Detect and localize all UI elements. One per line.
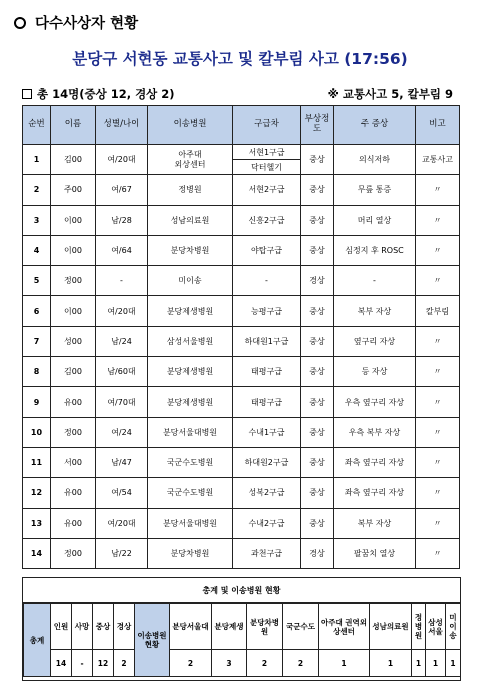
cell-ambulance: 태평구급 xyxy=(233,387,301,417)
cell-ambulance: 수내2구급 xyxy=(233,508,301,538)
col-header-minor: 경상 xyxy=(114,604,135,650)
cell-sex-age: 남/28 xyxy=(96,205,148,235)
cell-note: 교통사고 xyxy=(416,145,460,175)
casualty-summary-text: 총 14명(중상 12, 경상 2) xyxy=(37,87,175,101)
cell-hospital: 정병원 xyxy=(148,175,233,205)
table-row xyxy=(23,387,460,417)
cell-severity: 중상 xyxy=(301,447,334,477)
cell-ambulance: 성복2구급 xyxy=(233,478,301,508)
col-header-serious: 중상 xyxy=(93,604,114,650)
cell-severity: 중상 xyxy=(301,235,334,265)
totals-title: 총계 및 이송병원 현황 xyxy=(23,578,460,603)
section-heading xyxy=(14,12,138,33)
table-row xyxy=(23,235,460,265)
table-row xyxy=(23,205,460,235)
cell-no: 12 xyxy=(23,478,51,508)
cell-hospital: 삼성서울병원 xyxy=(148,326,233,356)
cell-hospital: 분당제생병원 xyxy=(148,387,233,417)
checkbox-square-icon xyxy=(22,89,32,99)
cell-hospital: 분당제생병원 xyxy=(148,357,233,387)
cell-symptom: - xyxy=(334,266,416,296)
cell-symptom: 의식저하 xyxy=(334,145,416,175)
cell-name: 유00 xyxy=(51,508,96,538)
table-row xyxy=(23,145,460,160)
cell-severity: 중상 xyxy=(301,175,334,205)
table-row xyxy=(23,478,460,508)
table-header-row xyxy=(23,106,460,145)
cell-symptom: 무릎 통증 xyxy=(334,175,416,205)
cell-sex-age: 여/20대 xyxy=(96,145,148,175)
cell-severity: 중상 xyxy=(301,357,334,387)
cell-ambulance: - xyxy=(233,266,301,296)
cell-symptom: 우측 복부 자상 xyxy=(334,417,416,447)
col-header-hospital: 미이송 xyxy=(446,604,461,650)
cell-no: 3 xyxy=(23,205,51,235)
col-header-hospital: 아주대 권역외상센터 xyxy=(319,604,370,650)
value-hospital: 1 xyxy=(446,650,461,677)
col-header-note: 비고 xyxy=(416,106,460,145)
cell-hospital: 국군수도병원 xyxy=(148,478,233,508)
cell-sex-age: 남/47 xyxy=(96,447,148,477)
cell-name: 이00 xyxy=(51,205,96,235)
cell-severity: 중상 xyxy=(301,205,334,235)
value-hospital: 1 xyxy=(412,650,426,677)
cell-note: 〃 xyxy=(416,538,460,568)
cell-name: 이00 xyxy=(51,235,96,265)
cell-hospital: 분당서울대병원 xyxy=(148,508,233,538)
circle-bullet-icon xyxy=(14,17,26,29)
cell-note: 〃 xyxy=(416,357,460,387)
section-heading-text: 다수사상자 현황 xyxy=(35,16,139,32)
cell-name: 김00 xyxy=(51,357,96,387)
cell-hospital: 성남의료원 xyxy=(148,205,233,235)
cell-sex-age: 남/22 xyxy=(96,538,148,568)
cell-name: 정00 xyxy=(51,266,96,296)
value-hospital: 1 xyxy=(426,650,446,677)
cell-sex-age: - xyxy=(96,266,148,296)
cell-sex-age: 여/24 xyxy=(96,417,148,447)
cell-symptom: 좌측 옆구리 자상 xyxy=(334,478,416,508)
cell-sex-age: 여/20대 xyxy=(96,296,148,326)
col-header-hospital: 분당서울대 xyxy=(170,604,212,650)
col-header-ambulance: 구급차 xyxy=(233,106,301,145)
cell-name: 주00 xyxy=(51,175,96,205)
cell-name: 유00 xyxy=(51,478,96,508)
cell-severity: 중상 xyxy=(301,478,334,508)
cell-sex-age: 여/70대 xyxy=(96,387,148,417)
cell-severity: 경상 xyxy=(301,538,334,568)
cell-no: 14 xyxy=(23,538,51,568)
cell-note: 〃 xyxy=(416,387,460,417)
cell-note: 〃 xyxy=(416,508,460,538)
cell-severity: 중상 xyxy=(301,417,334,447)
col-header-deaths: 사망 xyxy=(72,604,93,650)
value-people: 14 xyxy=(51,650,72,677)
cell-name: 정00 xyxy=(51,417,96,447)
value-hospital: 2 xyxy=(170,650,212,677)
cell-hospital: 분당제생병원 xyxy=(148,296,233,326)
col-header-hospital: 분당차병원 xyxy=(247,604,283,650)
cell-sex-age: 여/64 xyxy=(96,235,148,265)
cell-ambulance: 하대원2구급 xyxy=(233,447,301,477)
cell-ambulance: 신흥2구급 xyxy=(233,205,301,235)
cell-hospital: 미이송 xyxy=(148,266,233,296)
cell-sex-age: 여/20대 xyxy=(96,508,148,538)
cell-no: 2 xyxy=(23,175,51,205)
cell-symptom: 심정지 후 ROSC xyxy=(334,235,416,265)
table-row xyxy=(23,417,460,447)
cell-note: 〃 xyxy=(416,235,460,265)
col-header-severity: 부상정도 xyxy=(301,106,334,145)
cell-no: 7 xyxy=(23,326,51,356)
cell-symptom: 복부 자상 xyxy=(334,296,416,326)
cell-name: 서00 xyxy=(51,447,96,477)
cell-no: 8 xyxy=(23,357,51,387)
cell-hospital: 분당차병원 xyxy=(148,538,233,568)
cell-note: 〃 xyxy=(416,478,460,508)
cell-symptom: 머리 열상 xyxy=(334,205,416,235)
cell-no: 11 xyxy=(23,447,51,477)
cell-ambulance: 야탑구급 xyxy=(233,235,301,265)
cell-hospital: 아주대 외상센터 xyxy=(148,145,233,175)
cell-severity: 경상 xyxy=(301,266,334,296)
table-row xyxy=(23,326,460,356)
cell-no: 10 xyxy=(23,417,51,447)
cell-note: 칼부림 xyxy=(416,296,460,326)
col-header-hospital: 분당제생 xyxy=(212,604,247,650)
cell-hospital: 국군수도병원 xyxy=(148,447,233,477)
col-header-no: 순번 xyxy=(23,106,51,145)
table-row xyxy=(23,538,460,568)
col-header-hospital: 삼성서울 xyxy=(426,604,446,650)
cell-ambulance: 서현1구급 xyxy=(233,145,301,160)
cell-no: 6 xyxy=(23,296,51,326)
col-header-hospital: 성남의료원 xyxy=(370,604,412,650)
cell-note: 〃 xyxy=(416,266,460,296)
col-header-hospital: 정병원 xyxy=(412,604,426,650)
value-hospital: 1 xyxy=(370,650,412,677)
hospital-status-label: 이송병원현황 xyxy=(135,604,170,677)
page-title: 분당구 서현동 교통사고 및 칼부림 사고 (17:56) xyxy=(72,50,408,68)
cell-sex-age: 남/60대 xyxy=(96,357,148,387)
cell-symptom: 옆구리 자상 xyxy=(334,326,416,356)
totals-header-row xyxy=(24,604,461,650)
table-row xyxy=(23,447,460,477)
table-row xyxy=(23,357,460,387)
col-header-hospital: 이송병원 xyxy=(148,106,233,145)
totals-value-row xyxy=(24,650,461,677)
total-label: 총계 xyxy=(24,604,51,677)
cell-note: 〃 xyxy=(416,447,460,477)
cell-ambulance: 수내1구급 xyxy=(233,417,301,447)
cell-symptom: 복부 자상 xyxy=(334,508,416,538)
cell-severity: 중상 xyxy=(301,387,334,417)
cell-hospital: 분당서울대병원 xyxy=(148,417,233,447)
cell-name: 정00 xyxy=(51,538,96,568)
cell-note: 〃 xyxy=(416,205,460,235)
cell-hospital: 분당차병원 xyxy=(148,235,233,265)
cell-ambulance-helicopter: 닥터헬기 xyxy=(233,160,301,175)
cell-note: 〃 xyxy=(416,175,460,205)
cell-symptom: 좌측 옆구리 자상 xyxy=(334,447,416,477)
cell-symptom: 등 자상 xyxy=(334,357,416,387)
value-hospital: 2 xyxy=(247,650,283,677)
table-row xyxy=(23,175,460,205)
totals-box xyxy=(22,577,461,681)
incident-summary: ※ 교통사고 5, 칼부림 9 xyxy=(327,87,453,101)
cell-severity: 중상 xyxy=(301,326,334,356)
cell-ambulance: 과천구급 xyxy=(233,538,301,568)
cell-name: 성00 xyxy=(51,326,96,356)
totals-table xyxy=(23,603,461,677)
cell-sex-age: 여/67 xyxy=(96,175,148,205)
cell-symptom: 우측 옆구리 자상 xyxy=(334,387,416,417)
cell-severity: 중상 xyxy=(301,296,334,326)
cell-severity: 중상 xyxy=(301,508,334,538)
value-deaths: - xyxy=(72,650,93,677)
col-header-hospital: 국군수도 xyxy=(283,604,319,650)
cell-note: 〃 xyxy=(416,417,460,447)
table-row xyxy=(23,266,460,296)
table-row xyxy=(23,296,460,326)
cell-name: 이00 xyxy=(51,296,96,326)
col-header-name: 이름 xyxy=(51,106,96,145)
col-header-people: 인원 xyxy=(51,604,72,650)
cell-no: 4 xyxy=(23,235,51,265)
cell-ambulance: 하대원1구급 xyxy=(233,326,301,356)
cell-ambulance: 능평구급 xyxy=(233,296,301,326)
value-hospital: 3 xyxy=(212,650,247,677)
cell-no: 1 xyxy=(23,145,51,175)
cell-ambulance: 서현2구급 xyxy=(233,175,301,205)
cell-sex-age: 남/24 xyxy=(96,326,148,356)
cell-no: 5 xyxy=(23,266,51,296)
cell-no: 13 xyxy=(23,508,51,538)
cell-no: 9 xyxy=(23,387,51,417)
col-header-sex-age: 성별/나이 xyxy=(96,106,148,145)
cell-name: 김00 xyxy=(51,145,96,175)
col-header-symptom: 주 증상 xyxy=(334,106,416,145)
casualty-table xyxy=(22,105,460,569)
cell-severity: 중상 xyxy=(301,145,334,175)
value-serious: 12 xyxy=(93,650,114,677)
cell-ambulance: 태평구급 xyxy=(233,357,301,387)
cell-symptom: 팔꿈치 열상 xyxy=(334,538,416,568)
cell-note: 〃 xyxy=(416,326,460,356)
cell-name: 유00 xyxy=(51,387,96,417)
table-row xyxy=(23,508,460,538)
cell-sex-age: 여/54 xyxy=(96,478,148,508)
value-minor: 2 xyxy=(114,650,135,677)
casualty-summary xyxy=(22,86,175,102)
value-hospital: 1 xyxy=(319,650,370,677)
value-hospital: 2 xyxy=(283,650,319,677)
